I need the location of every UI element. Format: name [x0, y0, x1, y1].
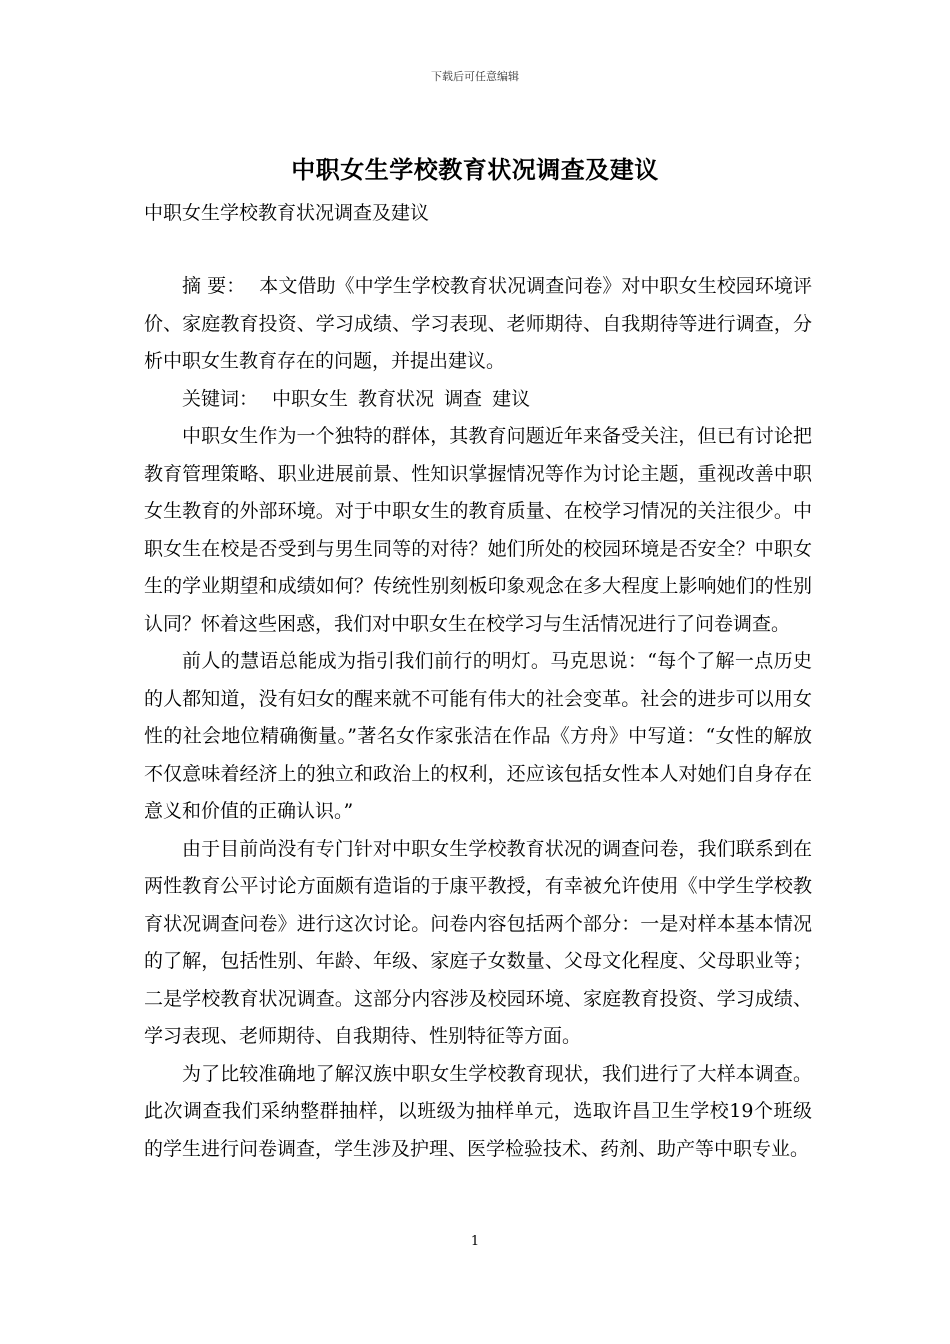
body-paragraph: 为了比较准确地了解汉族中职女生学校教育现状，我们进行了大样本调查。此次调查我们采纳整群抽样，以班级为抽样单元，选取许昌卫生学校19个班级的学生进行问卷调查，学生涉及护理、医学检验技术、药剂、助产等中职专业。	[144, 1062, 812, 1160]
page-number: 1	[470, 1234, 480, 1249]
body-paragraph: 由于目前尚没有专门针对中职女生学校教育状况的调查问卷，我们联系到在两性教育公平讨论方面颇有造诣的于康平教授，有幸被允许使用《中学生学校教育状况调查问卷》进行这次讨论。问卷内容包括两个部分：一是对样本基本情况的了解，包括性别、年龄、年级、家庭子女数量、父母文化程度、父母职业等；二是学校教育状况调查。这部分内容涉及校园环境、家庭教育投资、学习成绩、学习表现、老师期待、自我期待、性别特征等方面。	[144, 837, 812, 1047]
body-paragraph: 中职女生作为一个独特的群体，其教育问题近年来备受关注，但已有讨论把教育管理策略、职业进展前景、性知识掌握情况等作为讨论主题，重视改善中职女生教育的外部环境。对于中职女生的教育质量、在校学习情况的关注很少。中职女生在校是否受到与男生同等的对待？她们所处的校园环境是否安全？中职女生的学业期望和成绩如何？传统性别刻板印象观念在多大程度上影响她们的性别认同？怀着这些困惑，我们对中职女生在校学习与生活情况进行了问卷调查。	[144, 425, 812, 635]
keywords-paragraph	[144, 381, 812, 419]
body-paragraph: 前人的慧语总能成为指引我们前行的明灯。马克思说：“每个了解一点历史的人都知道，没有妇女的醒来就不可能有伟大的社会变革。社会的进步可以用女性的社会地位精确衡量。”著名女作家张洁在作品《方舟》中写道：“女性的解放不仅意味着经济上的独立和政治上的权利，还应该包括女性本人对她们自身存在意义和价值的正确认识。”	[144, 650, 812, 822]
keyword-item: 建议	[492, 387, 531, 410]
keyword-item: 调查	[444, 387, 483, 410]
keyword-item: 教育状况	[358, 387, 435, 410]
abstract-text: 本文借助《中学生学校教育状况调查问卷》对中职女生校园环境评价、家庭教育投资、学习成绩、学习表现、老师期待、自我期待等进行调查，分析中职女生教育存在的问题，并提出建议。	[144, 275, 812, 372]
document-body	[144, 268, 812, 1168]
abstract-paragraph	[144, 268, 812, 381]
keywords-label: 关键词：	[182, 387, 259, 410]
document-subtitle: 中职女生学校教育状况调查及建议	[144, 202, 430, 224]
abstract-label: 摘 要：	[182, 275, 246, 297]
keyword-item: 中职女生	[272, 387, 349, 410]
document-title: 中职女生学校教育状况调查及建议	[291, 155, 659, 184]
header-note: 下载后可任意编辑	[431, 70, 519, 83]
